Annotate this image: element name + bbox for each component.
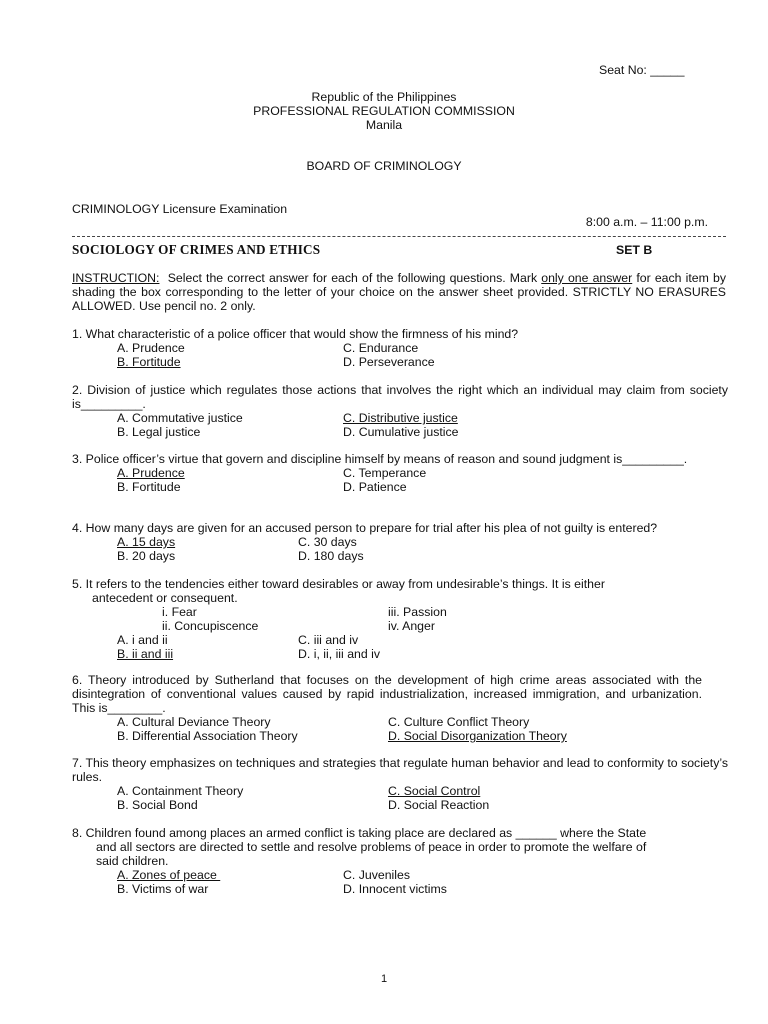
dashed-divider bbox=[72, 236, 726, 237]
exam-title: CRIMINOLOGY Licensure Examination bbox=[72, 202, 288, 216]
question-4 bbox=[72, 521, 728, 563]
page-number: 1 bbox=[380, 973, 388, 985]
question-stem: 6. Theory introduced by Sutherland that focuses on the development of high crime areas associated with the disintegration of conventional values caused by rapid industrialization, increased immigration, and urbanization. This is________. bbox=[72, 673, 702, 715]
option-a-answer: A. Prudence bbox=[117, 466, 185, 480]
instruction-emphasis: only one answer bbox=[541, 271, 633, 285]
option-d: D. Social Reaction bbox=[388, 798, 490, 812]
item-iii: iii. Passion bbox=[388, 605, 447, 619]
instruction-text: Select the correct answer for each of the following questions. Mark bbox=[167, 271, 542, 285]
question-7 bbox=[72, 756, 728, 812]
question-stem: 5. It refers to the tendencies either toward desirables or away from undesirable’s things. It is either bbox=[72, 577, 605, 591]
question-6 bbox=[72, 673, 728, 743]
option-b: B. Differential Association Theory bbox=[117, 729, 298, 743]
option-b: B. Fortitude bbox=[117, 480, 181, 494]
question-stem: 7. This theory emphasizes on techniques and strategies that regulate human behavior and lead to conformity to society’s rules. bbox=[72, 756, 728, 784]
option-c-answer: C. Social Control bbox=[388, 784, 481, 798]
option-c: C. iii and iv bbox=[298, 633, 359, 647]
option-c-answer: C. Distributive justice bbox=[343, 411, 458, 425]
option-a: A. Prudence bbox=[117, 341, 185, 355]
option-b-answer: B. Fortitude bbox=[117, 355, 181, 369]
question-stem: 4. How many days are given for an accused person to prepare for trial after his plea of not guilty is entered? bbox=[72, 521, 658, 535]
board-title: BOARD OF CRIMINOLOGY bbox=[306, 159, 462, 173]
question-stem-end: said children. bbox=[96, 854, 169, 868]
option-a: A. Commutative justice bbox=[117, 411, 243, 425]
option-c: C. Culture Conflict Theory bbox=[388, 715, 530, 729]
option-b-answer: B. ii and iii bbox=[117, 647, 174, 661]
item-i: i. Fear bbox=[162, 605, 197, 619]
exam-time: 8:00 a.m. – 11:00 p.m. bbox=[585, 215, 708, 229]
question-stem-continued: and all sectors are directed to settle and resolve problems of peace in order to promote the welfare of bbox=[96, 840, 647, 854]
instruction-paragraph bbox=[72, 271, 726, 313]
option-c: C. Endurance bbox=[343, 341, 419, 355]
question-stem: 3. Police officer’s virtue that govern and discipline himself by means of reason and sound judgment is_________. bbox=[72, 452, 688, 466]
instruction-label: INSTRUCTION: bbox=[72, 271, 160, 285]
option-d: D. i, ii, iii and iv bbox=[298, 647, 381, 661]
option-d: D. Innocent victims bbox=[343, 882, 447, 896]
question-5 bbox=[72, 577, 728, 661]
question-1 bbox=[72, 327, 728, 369]
option-a-answer: A. Zones of peace bbox=[117, 868, 221, 882]
option-c: C. 30 days bbox=[298, 535, 357, 549]
option-c: C. Juveniles bbox=[343, 868, 410, 882]
seat-number: Seat No: _____ bbox=[599, 63, 685, 77]
option-c: C. Temperance bbox=[343, 466, 427, 480]
set-label: SET B bbox=[616, 243, 653, 257]
question-2 bbox=[72, 383, 728, 439]
question-stem: 8. Children found among places an armed conflict is taking place are declared as ______ where the State bbox=[72, 826, 647, 840]
subject-title: SOCIOLOGY OF CRIMES AND ETHICS bbox=[72, 242, 321, 257]
option-b: B. Legal justice bbox=[117, 425, 201, 439]
option-b: B. Social Bond bbox=[117, 798, 198, 812]
option-a: A. Cultural Deviance Theory bbox=[117, 715, 271, 729]
header-city: Manila bbox=[365, 118, 403, 132]
question-stem: 2. Division of justice which regulates those actions that involves the right which an individual may claim from society is_________. bbox=[72, 383, 728, 411]
option-d: D. Cumulative justice bbox=[343, 425, 459, 439]
option-b: B. Victims of war bbox=[117, 882, 209, 896]
option-d: D. Patience bbox=[343, 480, 407, 494]
header-commission: PROFESSIONAL REGULATION COMMISSION bbox=[253, 104, 515, 118]
question-8 bbox=[72, 826, 728, 896]
option-d: D. 180 days bbox=[298, 549, 364, 563]
question-stem: 1. What characteristic of a police officer that would show the firmness of his mind? bbox=[72, 327, 519, 341]
option-a: A. i and ii bbox=[117, 633, 168, 647]
question-stem-continued: antecedent or consequent. bbox=[92, 591, 238, 605]
option-d-answer: D. Social Disorganization Theory bbox=[388, 729, 567, 743]
option-a-answer: A. 15 days bbox=[117, 535, 176, 549]
option-b: B. 20 days bbox=[117, 549, 176, 563]
option-a: A. Containment Theory bbox=[117, 784, 244, 798]
option-d: D. Perseverance bbox=[343, 355, 435, 369]
instruction-text-2: for each item by shading the box corresponding to the letter of your choice on the answer sheet provided. STRICTLY NO ERASURES ALLOWED. Use pencil no. 2 only. bbox=[72, 271, 726, 313]
item-iv: iv. Anger bbox=[388, 619, 435, 633]
header-republic: Republic of the Philippines bbox=[311, 90, 457, 104]
item-ii: ii. Concupiscence bbox=[162, 619, 259, 633]
question-3 bbox=[72, 452, 728, 494]
